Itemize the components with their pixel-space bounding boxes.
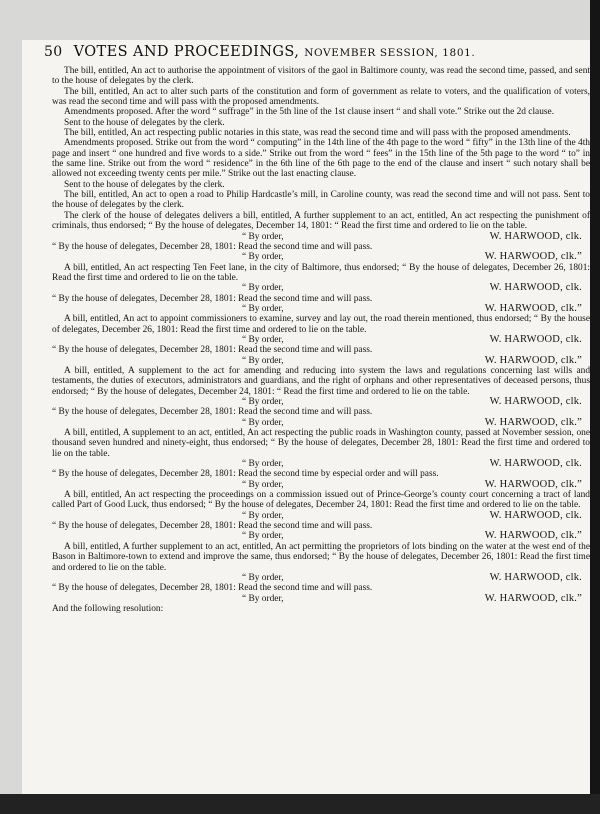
paragraph: The bill, entitled, An act to open a road to Philip Hardcastle’s mill, in Caroline county, was read the second time and will not pass. Sent to the house of delegates by the clerk. [52, 190, 590, 211]
entry-text: A bill, entitled, An act respecting the proceedings on a commission issued out of Prince-George’s county court concerning a tract of land called Part of Good Luck, thus endorsed; “ By the house of delegates, December 24, 1801: Read the first time and ordered to lie on the table. [52, 490, 590, 511]
scan-edge-bottom [0, 794, 600, 814]
paragraph: The bill, entitled, An act to authorise the appointment of visitors of the gaol in Baltimore county, was read the second time, passed, and sent to the house of delegates by the clerk. [52, 66, 590, 87]
by-order-label: “ By order, [242, 283, 284, 294]
signature-line [52, 531, 590, 541]
paragraph: Amendments proposed. After the word “ suffrage” in the 5th line of the 1st clause insert “ and shall vote.” Strike out the 2d clause. [64, 107, 555, 118]
signature-line [52, 304, 590, 314]
clerk-signature: W. HARWOOD, clk. [489, 509, 582, 521]
page-title: VOTES AND PROCEEDINGS, [73, 44, 300, 60]
by-order-label: “ By order, [242, 397, 284, 407]
by-order-label: “ By order, [242, 510, 284, 521]
paragraph: The bill, entitled, An act respecting public notaries in this state, was read the second time and will pass with the proposed amendments. [64, 128, 571, 139]
signature-line [52, 418, 590, 428]
clerk-signature: W. HARWOOD, clk.” [484, 354, 582, 366]
by-order-label: “ By order, [242, 252, 284, 263]
clerk-signature: W. HARWOOD, clk.” [484, 478, 582, 490]
document-body [52, 66, 590, 614]
clerk-signature: W. HARWOOD, clk. [489, 230, 582, 242]
by-order-label: “ By order, [242, 334, 284, 345]
entry-text: “ By the house of delegates, December 28, 1801: Read the second time and will pass. [52, 241, 373, 252]
signature-line [52, 511, 590, 521]
paragraph: Sent to the house of delegates by the clerk. [64, 179, 225, 190]
by-order-label: “ By order, [242, 459, 284, 470]
signature-line [52, 356, 590, 366]
signature-line [52, 573, 590, 583]
clerk-signature: W. HARWOOD, clk. [489, 282, 582, 294]
by-order-label: “ By order, [242, 231, 284, 242]
entry-text: A bill, entitled, An act to appoint commissioners to examine, survey and lay out, the road therein mentioned, thus endorsed; “ By the house of delegates, December 26, 1801: Read the first time and ordered to lie on the table. [52, 314, 590, 335]
clerk-signature: W. HARWOOD, clk.” [484, 302, 582, 314]
by-order-label: “ By order, [242, 417, 284, 428]
closing-line: And the following resolution: [52, 603, 164, 614]
clerk-signature: W. HARWOOD, clk. [489, 396, 582, 407]
paragraph: Amendments proposed. Strike out from the word “ computing” in the 14th line of the 4th page to the word “ fifty” in the 13th line of the 4th page and insert “ one hundred and five words to a side.” Strike out from the word “ fees” in the 15th line of the 5th page to the word “ to” in the same line. Strike out from the word “ residence” in the 6th line of the 6th page to the end of the clause and insert “ such notary shall be allowed not exceeding twenty cents per mile.” Strike out the last enacting clause. [52, 138, 590, 180]
clerk-signature: W. HARWOOD, clk. [489, 333, 582, 345]
entry-text: “ By the house of delegates, December 28, 1801: Read the second time and will pass. [52, 583, 373, 594]
paragraph: The clerk of the house of delegates delivers a bill, entitled, A further supplement to an act, entitled, An act respecting the punishment of criminals, thus endorsed; “ By the house of delegates, December 14, 1801: “ Read the first time and ordered to lie on the table. [52, 210, 590, 232]
paragraph: Sent to the house of delegates by the clerk. [64, 117, 225, 128]
entry-text: “ By the house of delegates, December 28, 1801: Read the second time by especial order and will pass. [52, 469, 439, 480]
entry-text: “ By the house of delegates, December 28, 1801: Read the second time and will pass. [52, 293, 373, 304]
entry-text: “ By the house of delegates, December 28, 1801: Read the second time and will pass. [52, 521, 373, 532]
clerk-signature: W. HARWOOD, clk.” [484, 416, 582, 428]
entry-text: A bill, entitled, An act respecting Ten Feet lane, in the city of Baltimore, thus endorsed; “ By the house of delegates, December 26, 1801: Read the first time and ordered to lie on the table. [52, 262, 590, 283]
entry-text: A bill, entitled, A supplement to an act, entitled, An act respecting the public roads in Washington county, passed at November session, one thousand seven hundred and ninety-eight, thus endorsed; “ By the house of delegates, December 28, 1801: Read the first time and ordered to lie on the table. [52, 428, 590, 459]
signature-line [52, 594, 590, 604]
signature-line [52, 283, 590, 293]
entry-text: A bill, entitled, A further supplement to an act, entitled, An act permitting the proprietors of lots binding on the water at the west end of the Bason in Baltimore-town to extend and improve the same, thus endorsed; “ By the house of delegates, December 26, 1801: Read the first time and ordered to lie on the table. [52, 541, 590, 573]
clerk-signature: W. HARWOOD, clk.” [484, 530, 582, 542]
by-order-label: “ By order, [242, 531, 284, 542]
session-label: NOVEMBER SESSION, 1801. [304, 47, 476, 59]
entry-text: “ By the house of delegates, December 28, 1801: Read the second time and will pass. [52, 407, 373, 418]
by-order-label: “ By order, [242, 355, 284, 366]
page-number: 50 [44, 44, 63, 60]
signature-line [52, 335, 590, 345]
signature-line [52, 480, 590, 490]
by-order-label: “ By order, [242, 593, 284, 604]
entry-text: “ By the house of delegates, December 28, 1801: Read the second time and will pass. [52, 345, 373, 356]
by-order-label: “ By order, [242, 479, 284, 490]
clerk-signature: W. HARWOOD, clk.” [484, 592, 582, 604]
by-order-label: “ By order, [242, 303, 284, 314]
signature-line [52, 232, 590, 242]
clerk-signature: W. HARWOOD, clk.” [484, 251, 582, 263]
clerk-signature: W. HARWOOD, clk. [489, 458, 582, 470]
signature-line [52, 252, 590, 262]
page-header [44, 44, 592, 60]
by-order-label: “ By order, [242, 572, 284, 583]
clerk-signature: W. HARWOOD, clk. [489, 571, 582, 583]
paragraph: The bill, entitled, An act to alter such parts of the constitution and form of government as relate to voters, and the qualification of voters, was read the second time and will pass with the proposed amendments. [52, 86, 590, 108]
signature-line [52, 459, 590, 469]
scan-edge-right [590, 0, 600, 814]
entry-text: A bill, entitled, A supplement to the act for amending and reducing into system the laws and regulations concerning last wills and testaments, the duties of executors, administrators and guardians, and the right of orphans and other representatives of deceased persons, thus endorsed; “ By the house of delegates, December 24, 1801: “ Read the first time and ordered to lie on the table. [52, 365, 590, 397]
signature-line [52, 397, 590, 407]
